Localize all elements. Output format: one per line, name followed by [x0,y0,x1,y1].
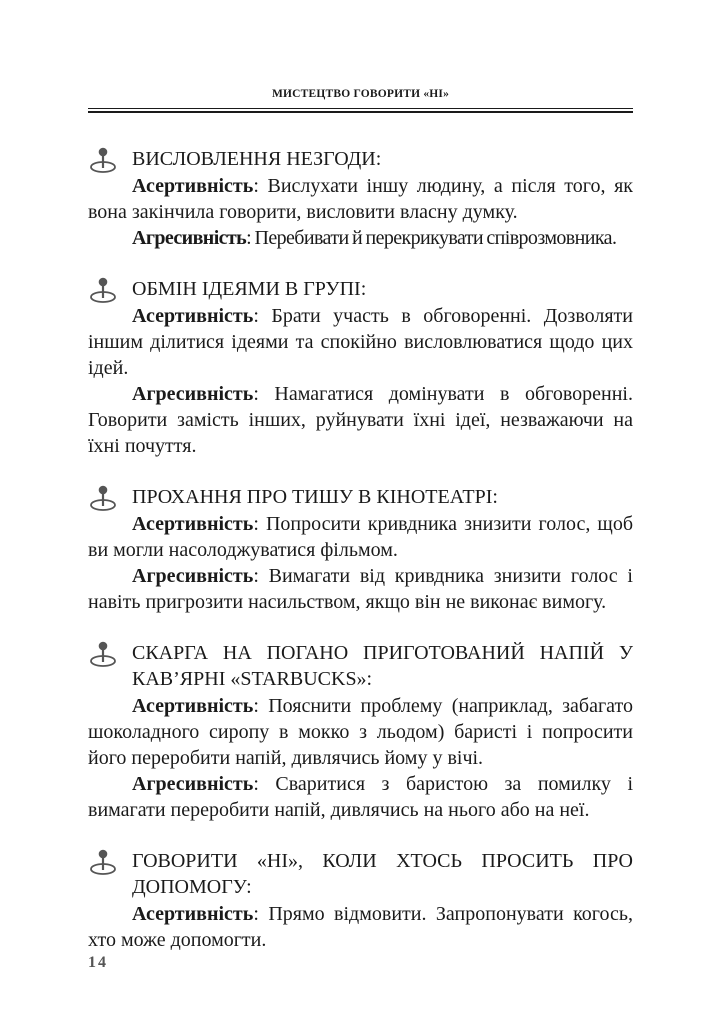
assertive-paragraph: Асертивність: Прямо відмовити. Запропонувати когось, хто може допомогти. [88,903,633,951]
running-head: МИСТЕЦТВО ГОВОРИТИ «НІ» [271,88,450,100]
map-pin-icon [88,484,118,512]
aggressive-text: Сваритися з баристою за помилку і вимагати переробити напій, дивлячись на нього або на неї. [88,773,633,821]
map-pin-icon [88,146,118,174]
aggressive-text: Перебивати й перекрикувати співрозмовника. [254,227,617,249]
assertive-label: Асертивність [132,305,254,327]
section-title: ПРОХАННЯ ПРО ТИШУ В КІНОТЕАТРІ: [132,486,498,508]
assertive-text: Попросити кривдника знизити голос, щоб ви могли насолоджуватися фільмом. [88,513,633,561]
assertive-paragraph: Асертивність: Попросити кривдника знизити голос, щоб ви могли насолоджуватися фільмом. [88,513,633,561]
aggressive-label: Агресивність [132,227,247,249]
section-heading [88,640,633,692]
header-rule [88,108,633,113]
assertive-paragraph: Асертивність: Вислухати іншу людину, а після того, як вона закінчила говорити, висловити власну думку. [88,175,633,223]
aggressive-label: Агресивність [132,383,254,405]
page-content [88,146,633,978]
section-group-ideas [88,276,633,459]
aggressive-paragraph: Агресивність: Намагатися домінувати в обговоренні. Говорити замість інших, руйнувати їхні ідеї, незважаючи на їхні почуття. [88,383,633,457]
section-title: ГОВОРИТИ «НІ», КОЛИ ХТОСЬ ПРОСИТЬ ПРО ДОПОМОГУ: [132,850,633,898]
section-heading [88,276,633,302]
section-heading [88,146,633,172]
aggressive-label: Агресивність [132,565,254,587]
section-starbucks-complaint [88,640,633,823]
map-pin-icon [88,276,118,304]
aggressive-paragraph: Агресивність: Вимагати від кривдника знизити голос і навіть пригрозити насильством, якщо він не виконає вимогу. [88,565,633,613]
section-heading [88,484,633,510]
section-cinema-silence [88,484,633,615]
assertive-label: Асертивність [132,695,254,717]
section-title: ВИСЛОВЛЕННЯ НЕЗГОДИ: [132,148,382,170]
aggressive-paragraph: Агресивність: Перебивати й перекрикувати співрозмовника. [132,227,617,249]
assertive-text: Прямо відмовити. Запропонувати когось, хто може допомогти. [88,903,633,951]
assertive-text: Брати участь в обговоренні. Дозволяти іншим ділитися ідеями та спокійно висловлюватися щодо цих ідей. [88,305,634,379]
section-heading [88,848,633,900]
aggressive-text: Намагатися домінувати в обговоренні. Говорити замість інших, руйнувати їхні ідеї, незважаючи на їхні почуття. [88,383,633,457]
assertive-text: Пояснити проблему (наприклад, забагато шоколадного сиропу в мокко з льодом) баристі і попросити його переробити напій, дивлячись йому у вічі. [88,695,633,769]
aggressive-label: Агресивність [132,773,254,795]
aggressive-paragraph: Агресивність: Сваритися з баристою за помилку і вимагати переробити напій, дивлячись на нього або на неї. [88,773,633,821]
section-disagreement [88,146,633,251]
aggressive-text: Вимагати від кривдника знизити голос і навіть пригрозити насильством, якщо він не виконає вимогу. [88,565,633,613]
section-title: ОБМІН ІДЕЯМИ В ГРУПІ: [132,278,367,300]
assertive-label: Асертивність [132,175,254,197]
page-number: 14 [88,954,108,971]
section-title: СКАРГА НА ПОГАНО ПРИГОТОВАНИЙ НАПІЙ У КАВ’ЯРНІ «STARBUCKS»: [132,642,633,690]
assertive-label: Асертивність [132,513,254,535]
map-pin-icon [88,848,118,876]
assertive-text: Вислухати іншу людину, а після того, як вона закінчила говорити, висловити власну думку. [88,175,633,223]
assertive-paragraph: Асертивність: Пояснити проблему (наприклад, забагато шоколадного сиропу в мокко з льодом) баристі і попросити його переробити напій, дивлячись йому у вічі. [88,695,633,769]
assertive-label: Асертивність [132,903,254,925]
map-pin-icon [88,640,118,668]
section-saying-no [88,848,633,953]
assertive-paragraph: Асертивність: Брати участь в обговоренні. Дозволяти іншим ділитися ідеями та спокійно висловлюватися щодо цих ідей. [88,305,634,379]
